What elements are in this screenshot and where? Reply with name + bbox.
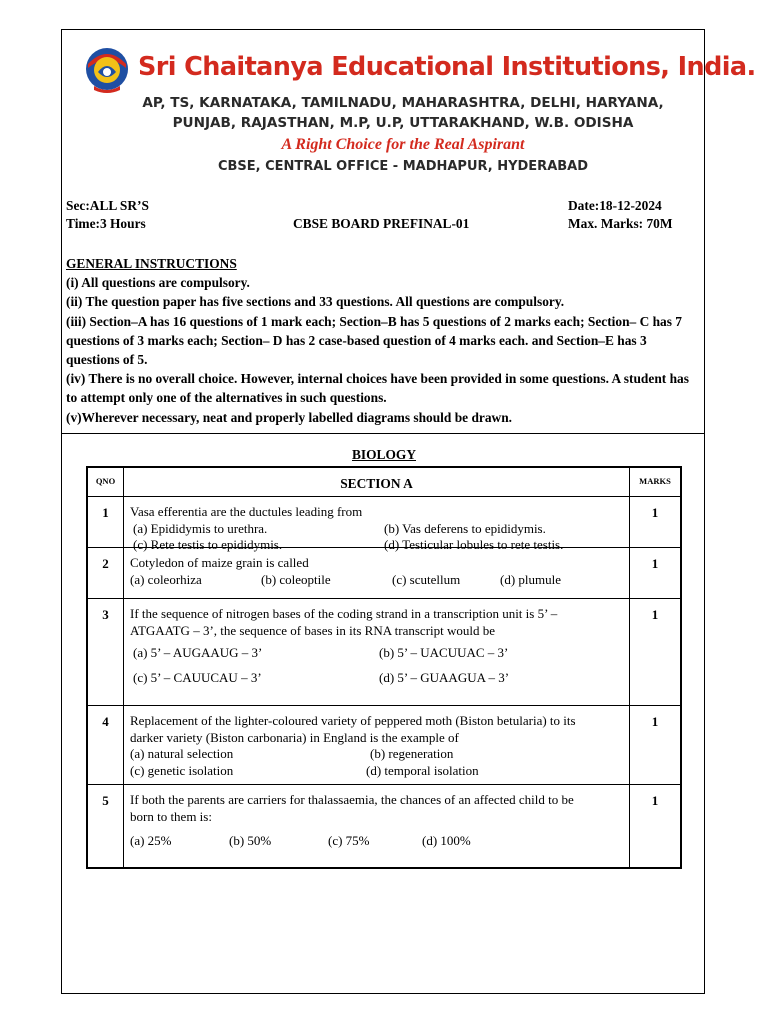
option: (b) coleoptile xyxy=(261,571,331,587)
option: (a) natural selection xyxy=(130,746,234,762)
instruction-item: (ii) The question paper has five sections and 33 questions. All questions are compulsory. xyxy=(66,294,565,310)
instruction-item: (iii) Section–A has 16 questions of 1 mark each; Section–B has 5 questions of 2 marks each; Section– C has 7 questions of 3 marks each; Section– D has 2 case-based question of 4 marks each. and Section–E has 3 questions of 5. xyxy=(66,313,682,368)
option: (c) genetic isolation xyxy=(130,762,234,778)
option-row xyxy=(130,670,629,687)
question-marks: 1 xyxy=(651,607,659,622)
option: (d) plumule xyxy=(500,571,562,587)
section-header: SECTION A xyxy=(124,468,630,496)
question-table xyxy=(86,466,682,869)
option: (a) Epididymis to urethra. xyxy=(133,520,268,536)
table-row xyxy=(88,496,680,553)
instruction-item: (v)Wherever necessary, neat and properly labelled diagrams should be drawn. xyxy=(66,409,512,425)
institution-name: Sri Chaitanya Educational Institutions, India. xyxy=(138,52,756,82)
question-marks: 1 xyxy=(651,714,659,729)
question-number: 2 xyxy=(88,548,124,598)
option: (c) Rete testis to epididymis. xyxy=(133,537,283,553)
option-row xyxy=(130,521,629,538)
option: (b) Vas deferens to epididymis. xyxy=(384,520,546,536)
option-row xyxy=(130,572,629,589)
states-line-1: AP, TS, KARNATAKA, TAMILNADU, MAHARASHTRA, DELHI, HARYANA, xyxy=(142,95,664,111)
option: (b) 5’ – UACUUAC – 3’ xyxy=(379,645,509,661)
instruction-item: (i) All questions are compulsory. xyxy=(66,275,250,291)
option: (b) regeneration xyxy=(370,746,454,762)
date-label: Date:18-12-2024 xyxy=(568,198,662,213)
question-line: If both the parents are carriers for thalassaemia, the chances of an affected child to be xyxy=(130,792,574,807)
question-text xyxy=(124,785,630,867)
question-line: If the sequence of nitrogen bases of the coding strand in a transcription unit is 5’ – xyxy=(130,606,558,621)
tagline: A Right Choice for the Real Aspirant xyxy=(281,136,525,153)
central-office: CBSE, CENTRAL OFFICE - MADHAPUR, HYDERABAD xyxy=(217,159,589,174)
table-row xyxy=(88,705,680,784)
question-line: born to them is: xyxy=(130,808,212,824)
option-row xyxy=(130,833,629,850)
table-header-row xyxy=(88,468,680,496)
option-row xyxy=(130,746,629,763)
max-marks-label: Max. Marks: 70M xyxy=(568,216,673,231)
option: (d) 100% xyxy=(422,833,471,849)
section-divider xyxy=(61,433,705,434)
question-text xyxy=(124,497,630,553)
question-line: darker variety (Biston carbonaria) in England is the example of xyxy=(130,729,459,745)
option: (c) 5’ – CAUUCAU – 3’ xyxy=(133,669,262,685)
question-marks: 1 xyxy=(651,793,659,808)
question-text xyxy=(124,548,630,598)
option: (a) 5’ – AUGAAUG – 3’ xyxy=(133,645,263,661)
general-instructions xyxy=(66,254,690,427)
qno-header: QNO xyxy=(88,468,124,496)
question-line: Vasa efferentia are the ductules leading from xyxy=(130,504,363,519)
question-number: 5 xyxy=(88,785,124,867)
table-row xyxy=(88,598,680,705)
question-marks: 1 xyxy=(651,505,659,520)
option: (d) temporal isolation xyxy=(366,762,479,778)
table-row xyxy=(88,547,680,598)
exam-title: CBSE BOARD PREFINAL-01 xyxy=(293,216,470,231)
question-number: 3 xyxy=(88,599,124,705)
option-row xyxy=(130,763,629,780)
table-row xyxy=(88,784,680,867)
option: (d) Testicular lobules to rete testis. xyxy=(384,537,564,553)
option: (d) 5’ – GUAAGUA – 3’ xyxy=(379,669,510,685)
question-text xyxy=(124,599,630,705)
instruction-item: (iv) There is no overall choice. However, internal choices have been provided in some questions. A student has to attempt only one of the alternatives in such questions. xyxy=(66,371,689,406)
option: (c) scutellum xyxy=(392,571,461,587)
option: (a) coleorhiza xyxy=(130,571,202,587)
institution-logo xyxy=(84,46,130,94)
states-line-2: PUNJAB, RAJASTHAN, M.P, U.P, UTTARAKHAND, W.B. ODISHA xyxy=(172,115,634,131)
option: (c) 75% xyxy=(328,833,370,849)
option-row xyxy=(130,645,629,662)
question-line: ATGAATG – 3’, the sequence of bases in its RNA transcript would be xyxy=(130,622,496,638)
time-label: Time:3 Hours xyxy=(66,216,146,231)
option: (a) 25% xyxy=(130,833,172,849)
section-label: Sec:ALL SR’S xyxy=(66,198,149,213)
question-line: Cotyledon of maize grain is called xyxy=(130,555,309,570)
instructions-heading: GENERAL INSTRUCTIONS xyxy=(66,256,237,271)
subject-title: BIOLOGY xyxy=(352,447,416,462)
question-text xyxy=(124,706,630,784)
question-line: Replacement of the lighter-coloured variety of peppered moth (Biston betularia) to its xyxy=(130,713,576,728)
question-number: 1 xyxy=(88,497,124,547)
marks-header: MARKS xyxy=(639,476,671,486)
question-marks: 1 xyxy=(651,556,659,571)
option: (b) 50% xyxy=(229,833,272,849)
question-number: 4 xyxy=(88,706,124,784)
